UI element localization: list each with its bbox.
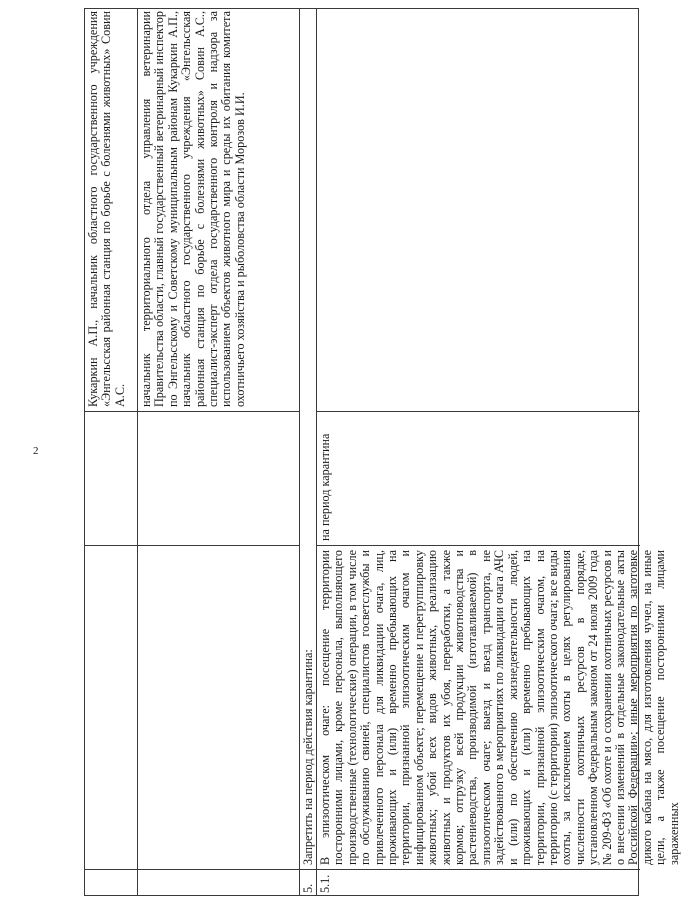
responsible-text: Кукаркин А.П., начальник областного государственного учреждения «Энгельсская районная станция по борьбе с болезнями животных» Совин А.С. bbox=[86, 11, 127, 407]
responsible-cell bbox=[85, 7, 137, 411]
term-cell bbox=[138, 411, 299, 545]
term-text: на период карантина bbox=[318, 433, 332, 541]
section-heading-row bbox=[299, 9, 316, 895]
item-number: 5.1. bbox=[317, 869, 640, 895]
item-body-cell bbox=[85, 545, 137, 869]
page-number: 2 bbox=[33, 445, 39, 457]
responsible-cell bbox=[317, 7, 640, 411]
term-cell bbox=[85, 411, 137, 545]
section-title: Запретить на период действия карантина: bbox=[301, 649, 315, 865]
item-body-cell bbox=[138, 545, 299, 869]
section-number: 5. bbox=[300, 869, 316, 895]
table-row bbox=[316, 9, 681, 895]
table-row bbox=[137, 9, 299, 895]
term-cell bbox=[317, 411, 640, 545]
item-body-text: В эпизоотическом очаге: посещение территории посторонними лицами, кроме персонала, выполняющего производственные (технологические) операции, в том числе по обслуживанию свиней, специалистов госветслужбы и привлеченного персонала для ликвидации очага, лиц, проживающих и (или) временно пребывающих на территории, признанной эпизоотическим очагом и инфицированном объекте; перемещение и перегруппировку животных; убой всех видов животных, реализацию животных и продуктов их убоя, переработки, а также кормов; отгрузку всей продукции животноводства и растениеводства, производимой (изготавливаемой) в эпизоотическом очаге; выезд и въезд транспорта, не задействованного в мероприятиях по ликвидации очага АЧС и (или) по обеспечению жизнедеятельности людей, проживающих и (или) временно пребывающих на территории, признанной эпизоотическим очагом, на территорию (с территории) эпизоотического очага; все виды охоты, за исключением охоты в целях регулирования численности охотничьих ресурсов в порядке, установленном Федеральным законом от 24 июля 2009 года № 209-ФЗ «Об охоте и о сохранении охотничьих ресурсов и о внесении изменений в отдельные законодательные акты Российской Федерации»; иные мероприятия по заготовке дикого кабана на мясо, для изготовления чучел, на иные цели, а также посещение посторонними лицами зараженных bbox=[318, 550, 681, 865]
item-number-cell bbox=[138, 869, 299, 895]
item-body-cell bbox=[317, 545, 681, 869]
item-number-cell bbox=[85, 869, 137, 895]
responsible-text: начальник территориального отдела управления ветеринарии Правительства области, главный государственный ветеринарный инспектор по Энгельсскому и Советскому муниципальным районам Кукаркин А.П., начальник областного государственного учреждения «Энгельсская районная станция по борьбе с болезнями животных» Совин А.С., специалист-эксперт отдела государственного контроля и надзора за использованием объектов животного мира и среды их обитания комитета охотничьего хозяйства и рыболовства области Морозов И.И. bbox=[139, 11, 247, 407]
measures-table bbox=[84, 8, 681, 896]
table-row bbox=[85, 9, 137, 895]
responsible-cell bbox=[138, 7, 299, 411]
